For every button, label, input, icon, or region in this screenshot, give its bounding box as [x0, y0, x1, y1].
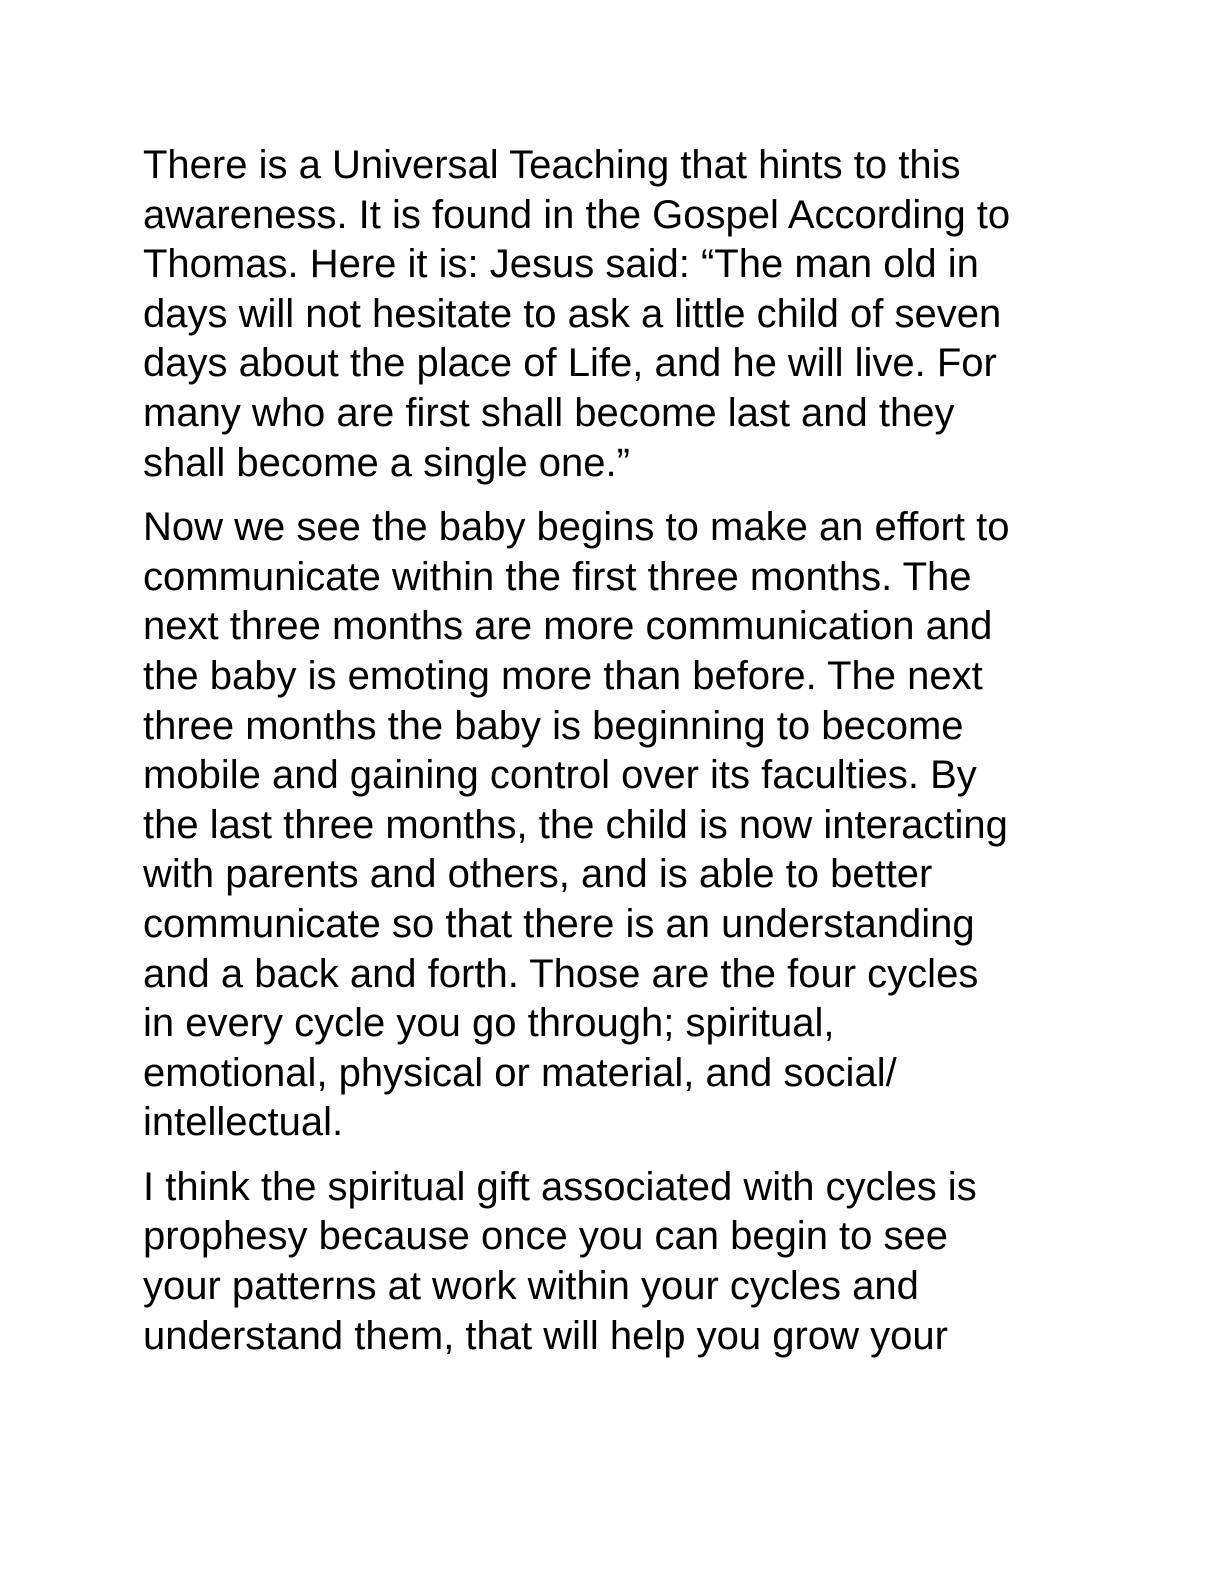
text-line: shall become a single one.”: [143, 440, 630, 485]
text-line: three months the baby is beginning to become: [143, 703, 964, 748]
text-line: emotional, physical or material, and social/: [143, 1050, 897, 1095]
text-line: in every cycle you go through; spiritual,: [143, 1001, 835, 1046]
text-line: days about the place of Life, and he will live. For: [143, 341, 997, 386]
paragraph-gospel-quote: [143, 141, 1083, 488]
paragraph-baby-cycles: [143, 503, 1083, 1148]
text-line: There is a Universal Teaching that hints to this: [143, 143, 961, 187]
text-line: I think the spiritual gift associated with cycles is: [143, 1164, 977, 1209]
text-line: with parents and others, and is able to better: [143, 852, 933, 897]
text-line: awareness. It is found in the Gospel According to: [143, 192, 1011, 237]
text-line: next three months are more communication and: [143, 604, 993, 649]
body-text: [143, 141, 1083, 1376]
text-line: Now we see the baby begins to make an effort to: [143, 505, 1010, 550]
text-line: the baby is emoting more than before. The next: [143, 653, 983, 698]
paragraph-spiritual-gift: [143, 1163, 1083, 1361]
text-line: the last three months, the child is now interacting: [143, 802, 1008, 847]
text-line: your patterns at work within your cycles and: [143, 1264, 919, 1309]
text-line: days will not hesitate to ask a little child of seven: [143, 291, 1002, 336]
text-line: communicate within the first three months. The: [143, 554, 972, 599]
text-line: prophesy because once you can begin to see: [143, 1214, 949, 1259]
text-line: Thomas. Here it is: Jesus said: “The man old in: [143, 242, 979, 287]
text-line: mobile and gaining control over its faculties. By: [143, 753, 977, 798]
text-line: understand them, that will help you grow your: [143, 1313, 948, 1358]
text-line: many who are first shall become last and they: [143, 390, 955, 435]
text-line: and a back and forth. Those are the four cycles: [143, 951, 979, 996]
text-line: intellectual.: [143, 1100, 344, 1145]
text-line: communicate so that there is an understanding: [143, 901, 975, 946]
